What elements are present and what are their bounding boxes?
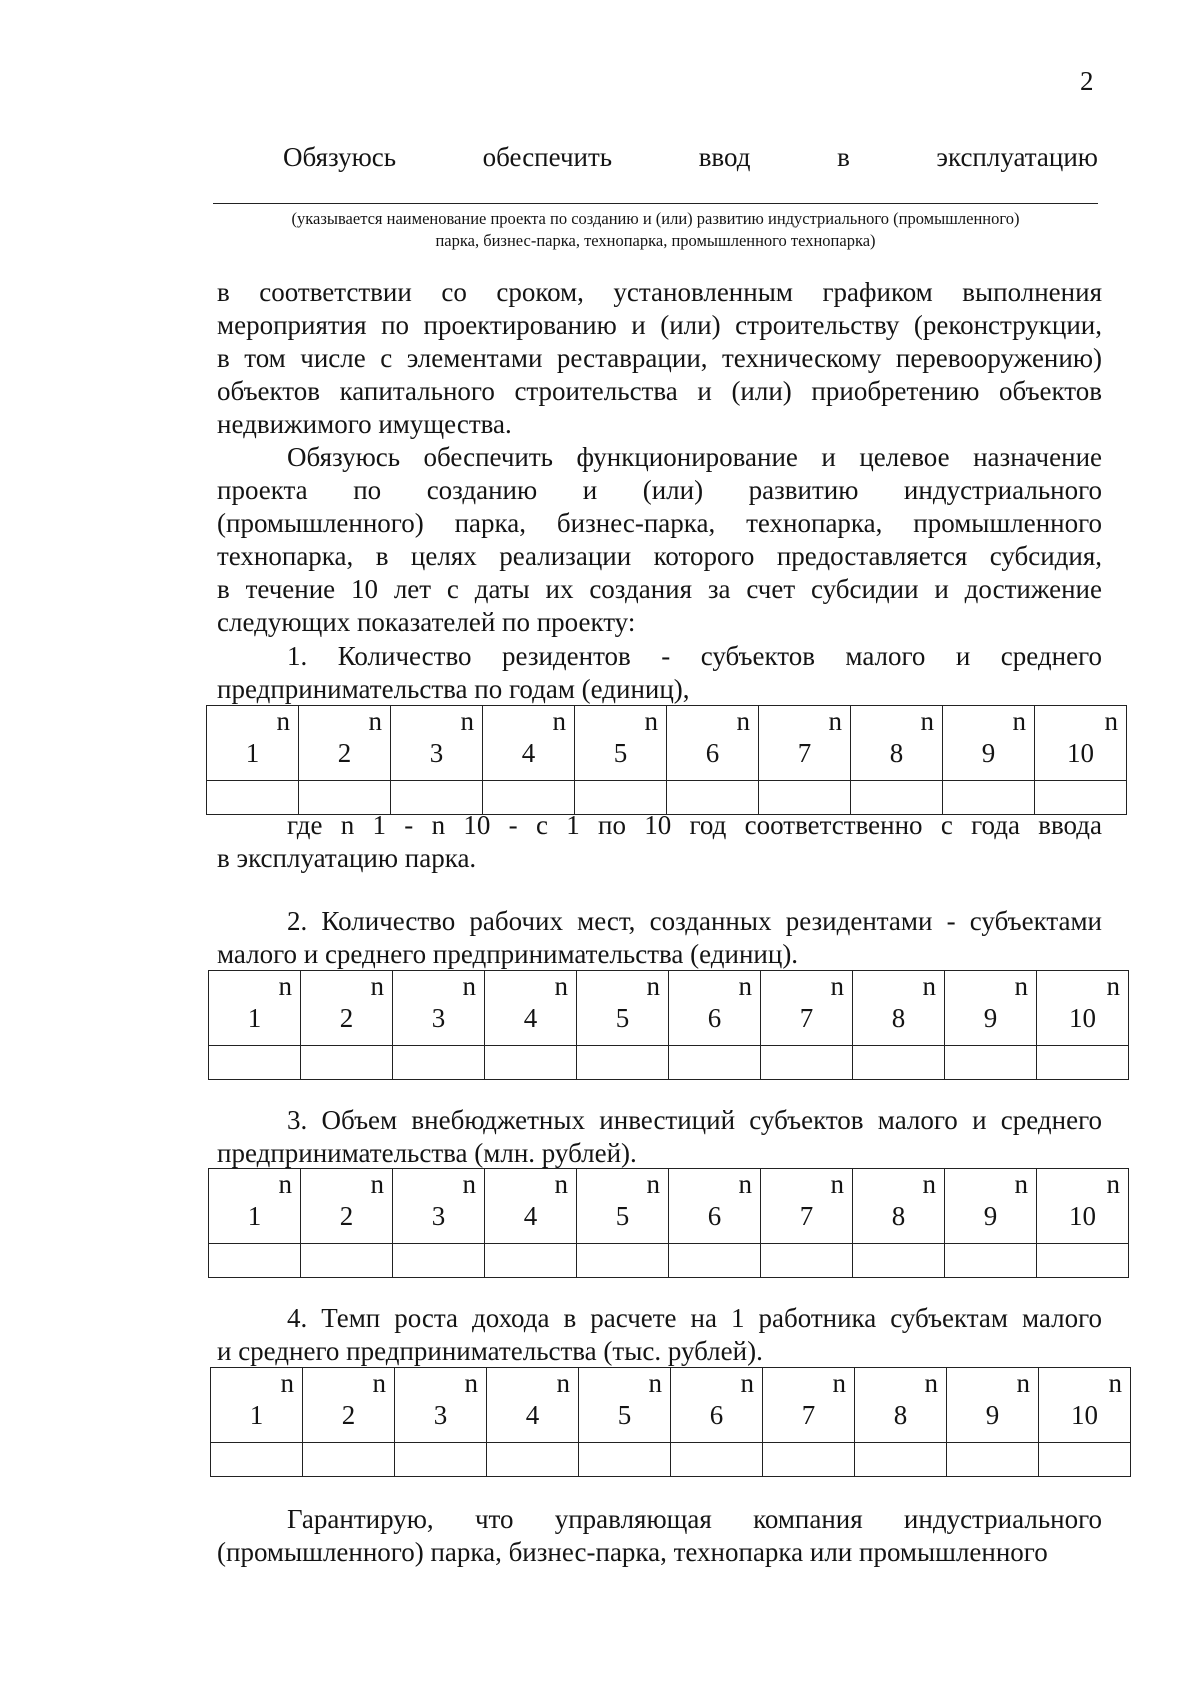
text-line: мероприятия по проектированию и (или) строительству (реконструкции, (217, 310, 1102, 340)
value-cell (853, 1244, 945, 1278)
year-header-cell: n 5 (577, 971, 669, 1046)
year-header-cell: n 7 (761, 971, 853, 1046)
value-cell (395, 1443, 487, 1477)
value-cell (1037, 1244, 1129, 1278)
table-header-row (209, 1169, 1129, 1244)
value-cell (945, 1046, 1037, 1080)
caption-line: парка, бизнес-парка, технопарка, промышленного технопарка) (435, 231, 876, 250)
indicator-4-table (210, 1367, 1131, 1477)
indicator-3-heading (217, 1104, 1102, 1170)
project-name-caption (213, 208, 1098, 252)
page-number: 2 (1080, 66, 1094, 96)
paragraph-functioning (217, 441, 1102, 639)
text-line: 3. Объем внебюджетных инвестиций субъектов малого и среднего (287, 1105, 1102, 1135)
value-cell (577, 1046, 669, 1080)
indicator-1-heading (217, 640, 1102, 706)
text-line: малого и среднего предпринимательства (единиц). (217, 939, 799, 969)
table-header-row (209, 971, 1129, 1046)
text-line: и среднего предпринимательства (тыс. рублей). (217, 1336, 763, 1366)
caption-line: (указывается наименование проекта по созданию и (или) развитию индустриального (промышленного) (291, 209, 1020, 228)
table-header-row (207, 706, 1127, 781)
paragraph-schedule (217, 276, 1102, 441)
text-line: 2. Количество рабочих мест, созданных резидентами - субъектами (287, 906, 1102, 936)
value-cell (211, 1443, 303, 1477)
text-line: где n 1 - n 10 - с 1 по 10 год соответственно с года ввода (287, 810, 1102, 840)
text-line: в том числе с элементами реставрации, техническому перевооружению) (217, 343, 1102, 373)
title-word: обеспечить (482, 142, 613, 172)
year-header-cell: n 4 (487, 1368, 579, 1443)
year-header-cell: n 5 (575, 706, 667, 781)
value-cell (393, 1046, 485, 1080)
value-cell (301, 1244, 393, 1278)
text-line: (промышленного) парка, бизнес-парка, технопарка, промышленного (217, 508, 1102, 538)
year-header-cell: n 6 (671, 1368, 763, 1443)
table-value-row (211, 1443, 1131, 1477)
text-line: следующих показателей по проекту: (217, 607, 636, 637)
indicator-1-table (206, 705, 1127, 815)
year-header-cell: n 3 (393, 971, 485, 1046)
year-header-cell: n 3 (391, 706, 483, 781)
table-header-row (211, 1368, 1131, 1443)
year-header-cell: n 9 (947, 1368, 1039, 1443)
year-header-cell: n 10 (1035, 706, 1127, 781)
year-header-cell: n 7 (759, 706, 851, 781)
title-word: в (837, 142, 850, 172)
year-header-cell: n 2 (299, 706, 391, 781)
value-cell (761, 1244, 853, 1278)
table-value-row (209, 1244, 1129, 1278)
year-header-cell: n 7 (763, 1368, 855, 1443)
text-line: проекта по созданию и (или) развитию индустриального (217, 475, 1102, 505)
year-header-cell: n 2 (303, 1368, 395, 1443)
text-line: 4. Темп роста дохода в расчете на 1 работника субъектам малого (287, 1303, 1102, 1333)
value-cell (947, 1443, 1039, 1477)
indicator-2-heading (217, 905, 1102, 971)
year-header-cell: n 8 (851, 706, 943, 781)
text-line: в течение 10 лет с даты их создания за счет субсидии и достижение (217, 574, 1102, 604)
text-line: в соответствии со сроком, установленным графиком выполнения (217, 277, 1102, 307)
year-header-cell: n 9 (945, 971, 1037, 1046)
text-line: предпринимательства по годам (единиц), (217, 674, 690, 704)
text-line: 1. Количество резидентов - субъектов малого и среднего (287, 641, 1102, 671)
value-cell (1037, 1046, 1129, 1080)
text-line: Обязуюсь обеспечить функционирование и целевое назначение (287, 442, 1102, 472)
text-line: технопарка, в целях реализации которого предоставляется субсидия, (217, 541, 1102, 571)
value-cell (855, 1443, 947, 1477)
text-line: недвижимого имущества. (217, 409, 512, 439)
year-header-cell: n 4 (485, 971, 577, 1046)
title-word: эксплуатацию (936, 142, 1098, 172)
value-cell (301, 1046, 393, 1080)
value-cell (763, 1443, 855, 1477)
text-line: в эксплуатацию парка. (217, 843, 477, 873)
value-cell (761, 1046, 853, 1080)
value-cell (485, 1046, 577, 1080)
year-header-cell: n 2 (301, 971, 393, 1046)
year-header-cell: n 2 (301, 1169, 393, 1244)
text-line: Гарантирую, что управляющая компания индустриального (287, 1504, 1102, 1534)
year-header-cell: n 9 (943, 706, 1035, 781)
value-cell (577, 1244, 669, 1278)
indicator-4-heading (217, 1302, 1102, 1368)
year-header-cell: n 7 (761, 1169, 853, 1244)
year-header-cell: n 3 (395, 1368, 487, 1443)
commitment-title (283, 142, 1098, 173)
value-cell (669, 1046, 761, 1080)
year-header-cell: n 5 (577, 1169, 669, 1244)
value-cell (853, 1046, 945, 1080)
indicator-2-table (208, 970, 1129, 1080)
year-header-cell: n 6 (669, 1169, 761, 1244)
title-word: Обязуюсь (283, 142, 397, 172)
year-header-cell: n 1 (211, 1368, 303, 1443)
year-header-cell: n 8 (855, 1368, 947, 1443)
year-header-cell: n 4 (483, 706, 575, 781)
year-header-cell: n 10 (1037, 971, 1129, 1046)
year-header-cell: n 1 (207, 706, 299, 781)
table-value-row (209, 1046, 1129, 1080)
text-line: предпринимательства (млн. рублей). (217, 1138, 637, 1168)
guarantee-paragraph (217, 1503, 1102, 1569)
indicator-3-table (208, 1168, 1129, 1278)
year-header-cell: n 10 (1039, 1368, 1131, 1443)
year-header-cell: n 4 (485, 1169, 577, 1244)
value-cell (671, 1443, 763, 1477)
year-header-cell: n 8 (853, 1169, 945, 1244)
title-word: ввод (698, 142, 751, 172)
value-cell (669, 1244, 761, 1278)
year-header-cell: n 6 (667, 706, 759, 781)
value-cell (1039, 1443, 1131, 1477)
project-name-line (213, 203, 1098, 204)
year-header-cell: n 5 (579, 1368, 671, 1443)
text-line: объектов капитального строительства и (или) приобретению объектов (217, 376, 1102, 406)
year-header-cell: n 10 (1037, 1169, 1129, 1244)
note-paragraph (217, 809, 1102, 875)
value-cell (485, 1244, 577, 1278)
text-line: (промышленного) парка, бизнес-парка, технопарка или промышленного (217, 1537, 1048, 1567)
year-header-cell: n 1 (209, 1169, 301, 1244)
value-cell (579, 1443, 671, 1477)
value-cell (393, 1244, 485, 1278)
year-header-cell: n 6 (669, 971, 761, 1046)
year-header-cell: n 9 (945, 1169, 1037, 1244)
value-cell (209, 1046, 301, 1080)
value-cell (209, 1244, 301, 1278)
value-cell (945, 1244, 1037, 1278)
value-cell (487, 1443, 579, 1477)
year-header-cell: n 3 (393, 1169, 485, 1244)
value-cell (303, 1443, 395, 1477)
year-header-cell: n 8 (853, 971, 945, 1046)
year-header-cell: n 1 (209, 971, 301, 1046)
